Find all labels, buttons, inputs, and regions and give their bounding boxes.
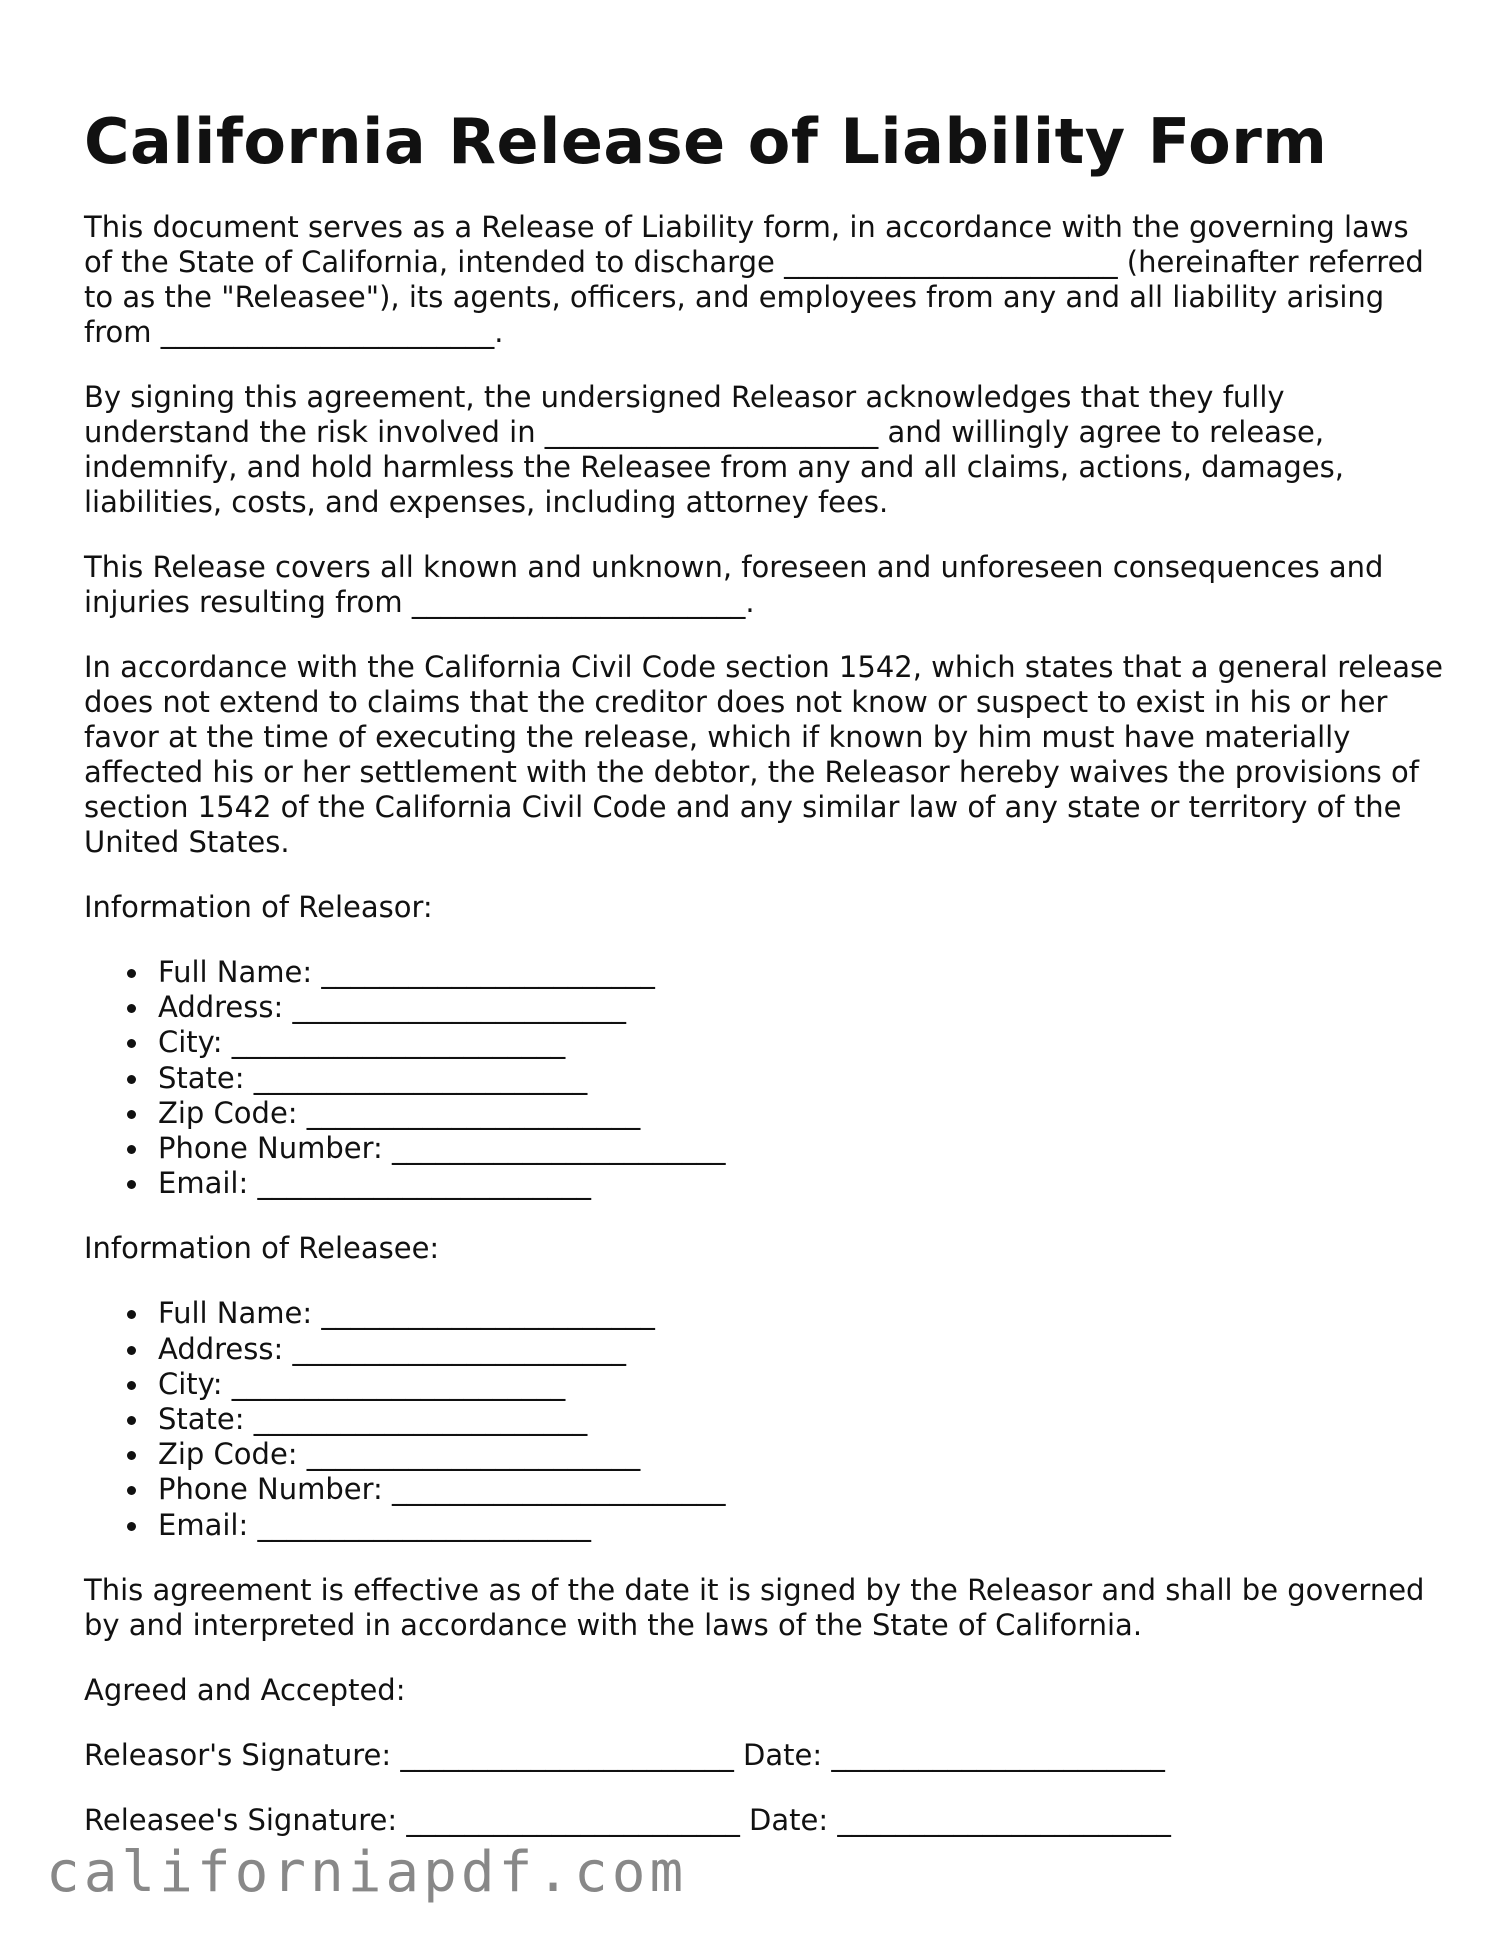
releasor-phone-number-field: Phone Number: _______________________ xyxy=(84,1131,1444,1166)
intro-paragraph: This document serves as a Release of Liability form, in accordance with the governing laws of the State of California, intended to discharge _______________________ (hereinafter referred to as the "Releasee"), its agents, officers, and employees from any and all liability arising from _______________________. xyxy=(84,210,1424,349)
civil-code-paragraph: In accordance with the California Civil Code section 1542, which states that a general release does not extend to claims that the creditor does not know or suspect to exist in his or her favor at the time of executing the release, which if known by him must have materially affected his or her settlement with the debtor, the Releasor hereby waives the provisions of section 1542 of the California Civil Code and any similar law of any state or territory of the United States. xyxy=(84,650,1443,859)
releasee-info-list xyxy=(84,1296,1444,1542)
releasee-info-heading: Information of Releasee: xyxy=(84,1231,440,1266)
releasee-zip-code-field: Zip Code: _______________________ xyxy=(84,1437,1444,1472)
releasor-email-field: Email: _______________________ xyxy=(84,1166,1444,1201)
releasor-address-field: Address: _______________________ xyxy=(84,990,1444,1025)
coverage-paragraph: This Release covers all known and unknown, foreseen and unforeseen consequences and injuries resulting from _______________________. xyxy=(84,550,1384,619)
watermark: californiapdf.com xyxy=(46,1840,688,1905)
releasor-state-field: State: _______________________ xyxy=(84,1061,1444,1096)
releasor-city-field: City: _______________________ xyxy=(84,1025,1444,1060)
acknowledgement-paragraph: By signing this agreement, the undersigned Releasor acknowledges that they fully understand the risk involved in _______________________ and willingly agree to release, indemnify, and hold harmless the Releasee from any and all claims, actions, damages, liabilities, costs, and expenses, including attorney fees. xyxy=(84,380,1344,519)
agreed-and-accepted: Agreed and Accepted: xyxy=(84,1672,406,1707)
releasor-signature-line: Releasor's Signature: _______________________ Date: _______________________ xyxy=(84,1737,1165,1772)
releasor-full-name-field: Full Name: _______________________ xyxy=(84,955,1444,990)
releasee-signature-line: Releasee's Signature: _______________________ Date: _______________________ xyxy=(84,1802,1171,1837)
document-title: California Release of Liability Form xyxy=(84,105,1328,178)
releasee-full-name-field: Full Name: _______________________ xyxy=(84,1296,1444,1331)
releasee-city-field: City: _______________________ xyxy=(84,1367,1444,1402)
document-page xyxy=(84,100,1444,1868)
releasor-info-list xyxy=(84,955,1444,1201)
releasor-zip-code-field: Zip Code: _______________________ xyxy=(84,1096,1444,1131)
releasor-info-heading: Information of Releasor: xyxy=(84,890,433,924)
releasee-address-field: Address: _______________________ xyxy=(84,1332,1444,1367)
releasee-email-field: Email: _______________________ xyxy=(84,1508,1444,1543)
releasee-phone-number-field: Phone Number: _______________________ xyxy=(84,1472,1444,1507)
releasee-state-field: State: _______________________ xyxy=(84,1402,1444,1437)
effective-paragraph: This agreement is effective as of the date it is signed by the Releasor and shall be governed by and interpreted in accordance with the laws of the State of California. xyxy=(84,1572,1425,1642)
